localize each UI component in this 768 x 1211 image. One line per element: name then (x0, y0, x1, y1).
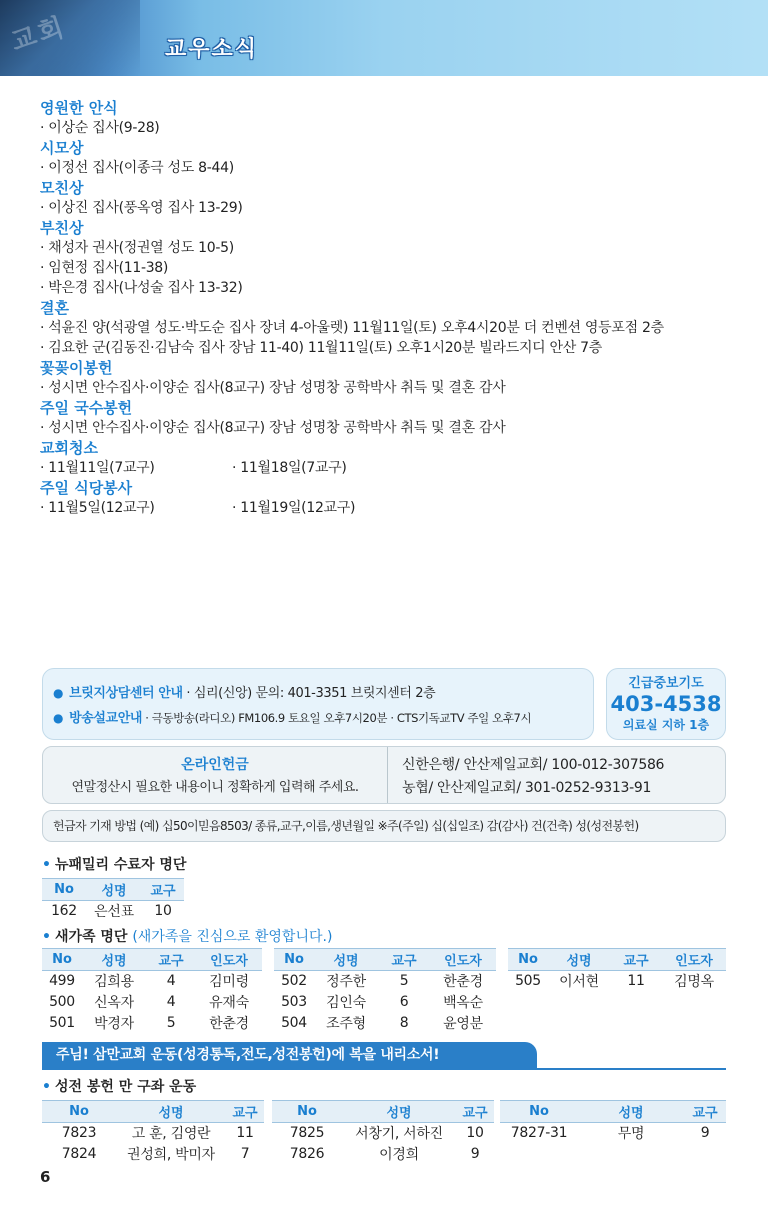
table-cell: 은선표 (94, 904, 134, 921)
table-cell: 백옥순 (443, 995, 483, 1011)
table-cell: 박경자 (94, 1016, 134, 1032)
list-item: · 성시면 안수집사·이양순 집사(8교구) 장남 성명창 공학박사 취득 및 결혼 감사 (40, 380, 506, 396)
table-row (274, 971, 496, 992)
info-bridge-center (53, 681, 583, 706)
table-cell: 윤영분 (443, 1016, 483, 1032)
column-header: 성명 (314, 949, 378, 971)
table-cell: 유재숙 (209, 995, 249, 1011)
info-broadcast (53, 706, 583, 731)
table-cell: 162 (51, 903, 77, 920)
offering-drive-title: • 성전 봉헌 만 구좌 운동 (42, 1079, 197, 1095)
column-header: 성명 (578, 1101, 684, 1123)
table-row (42, 1123, 264, 1144)
newfamily-grad-table (42, 878, 184, 922)
info-label: 브릿지상담센터 안내 (69, 686, 183, 701)
bullet-icon: ● (53, 711, 64, 725)
table-cell: 고 훈, 김영란 (131, 1126, 211, 1143)
prayer-phone: 403-4538 (610, 692, 722, 716)
prayer-box (606, 668, 726, 740)
news-section-item (40, 398, 740, 438)
table-cell: 7825 (289, 1125, 325, 1142)
list-item: · 11월18일(7교구) (232, 460, 347, 476)
newfamily-title: • 새가족 명단 (새가족을 진심으로 환영합니다.) (42, 929, 333, 945)
column-header: No (42, 879, 86, 901)
column-header: 성명 (116, 1101, 226, 1123)
info-box (42, 668, 594, 740)
column-header: No (272, 1101, 342, 1123)
news-section-item (40, 358, 740, 398)
table-cell: 504 (281, 1015, 307, 1031)
table-row (272, 1144, 494, 1165)
news-section-item (40, 178, 740, 218)
table-cell: 4 (166, 994, 176, 1010)
table-cell: 이서현 (559, 974, 599, 991)
table-cell: 김미령 (209, 974, 249, 991)
table-cell: 정주한 (326, 974, 366, 991)
bank-account: 신한은행/ 안산제일교회/ 100-012-307586 (402, 757, 665, 773)
news-section (40, 98, 740, 518)
header-decoration: 교회 (0, 0, 140, 76)
table-cell: 신옥자 (94, 995, 134, 1011)
column-header: 교구 (142, 879, 184, 901)
section-title: 주일 식당봉사 (40, 479, 133, 497)
table-cell: 무명 (617, 1126, 645, 1143)
list-item: · 성시면 안수집사·이양순 집사(8교구) 장남 성명창 공학박사 취득 및 결혼 감사 (40, 420, 506, 436)
table-cell: 499 (49, 973, 75, 990)
column-header: 교구 (378, 949, 430, 971)
table-row (274, 992, 496, 1013)
column-header: 인도자 (430, 949, 496, 971)
info-text: · 심리(신앙) 문의: 401-3351 브릿지센터 2층 (182, 686, 436, 701)
newfamily-table-2 (274, 948, 496, 1034)
column-header: No (42, 949, 82, 971)
table-row (500, 1123, 726, 1144)
offering-note: 연말정산시 필요한 내용이니 정확하게 입력해 주세요. (71, 780, 359, 795)
table-cell: 조주형 (326, 1016, 366, 1032)
list-item: · 임현정 집사(11-38) (40, 260, 169, 276)
list-item: · 이상순 집사(9-28) (40, 120, 160, 136)
header-banner (0, 0, 768, 76)
table-cell: 6 (399, 994, 409, 1010)
list-item: · 이상진 집사(풍옥영 집사 13-29) (40, 200, 243, 216)
cleaning-section (40, 438, 740, 478)
prayer-place: 의료실 지하 1층 (622, 718, 710, 732)
online-offering-box (42, 746, 726, 804)
table-row (272, 1123, 494, 1144)
column-header: 교구 (146, 949, 196, 971)
table-cell: 502 (281, 973, 307, 990)
table-cell: 7827-31 (510, 1125, 568, 1142)
table-cell: 9 (700, 1125, 710, 1142)
section-title: 시모상 (40, 139, 84, 157)
section-title: 꽃꽂이봉헌 (40, 359, 113, 377)
table-cell: 이경희 (379, 1147, 419, 1163)
column-header: No (500, 1101, 578, 1123)
newfamily-table-3 (508, 948, 726, 992)
table-cell: 서창기, 서하진 (355, 1126, 443, 1143)
list-item: · 이정선 집사(이종극 성도 8-44) (40, 160, 234, 176)
list-item: · 석윤진 양(석광열 성도·박도순 집사 장녀 4-아울렛) 11월11일(토) 오후4시20분 더 컨벤션 영등포점 2층 (40, 320, 664, 336)
section-title: 결혼 (40, 299, 69, 317)
mission-divider (42, 1068, 726, 1070)
offering-method: 헌금자 기재 방법 (예) 십50이믿음8503/ 종류,교구,이름,생년월일 ※주(주일) 십(십일조) 감(감사) 건(건축) 성(성전봉헌) (42, 810, 726, 842)
offering-left (43, 747, 388, 803)
table-cell: 한춘경 (443, 974, 483, 991)
list-item: · 11월11일(7교구) (40, 460, 155, 476)
column-header: 교구 (610, 949, 662, 971)
prayer-title: 긴급중보기도 (628, 676, 704, 691)
list-item: · 11월5일(12교구) (40, 500, 155, 516)
column-header: 성명 (342, 1101, 456, 1123)
table-cell: 8 (399, 1015, 409, 1031)
table-cell: 501 (49, 1015, 75, 1031)
section-title: 교회청소 (40, 439, 98, 457)
column-header: 교구 (226, 1101, 264, 1123)
column-header: 인도자 (662, 949, 726, 971)
newfamily-table-1 (42, 948, 262, 1034)
meal-section (40, 478, 740, 518)
news-section-item (40, 138, 740, 178)
table-cell: 김인숙 (326, 995, 366, 1011)
newfamily-grad-title: • 뉴패밀리 수료자 명단 (42, 857, 187, 873)
table-cell: 503 (281, 994, 307, 1010)
offering-drive-table-1 (42, 1100, 264, 1165)
bank-account: 농협/ 안산제일교회/ 301-0252-9313-91 (402, 780, 652, 796)
news-section-item (40, 218, 740, 298)
table-cell: 11 (236, 1125, 254, 1142)
table-cell: 권성희, 박미자 (127, 1147, 215, 1163)
list-item: · 11월19일(12교구) (232, 500, 356, 516)
column-header: 교구 (456, 1101, 494, 1123)
table-cell: 4 (166, 973, 176, 990)
offering-drive-table-2 (272, 1100, 494, 1165)
column-header: 성명 (86, 879, 142, 901)
bullet-icon: ● (53, 686, 64, 700)
page-number: 6 (40, 1168, 51, 1186)
column-header: No (508, 949, 548, 971)
table-cell: 505 (515, 973, 541, 990)
table-cell: 한춘경 (209, 1016, 249, 1032)
table-cell: 5 (399, 973, 409, 990)
table-cell: 7826 (289, 1146, 325, 1162)
info-text: · 극동방송(라디오) FM106.9 토요일 오후7시20분 · CTS기독교TV 주일 오후7시 (142, 711, 532, 725)
table-cell: 7 (240, 1146, 250, 1162)
list-item: · 채성자 권사(정권열 성도 10-5) (40, 240, 234, 256)
table-cell: 김희용 (94, 974, 134, 991)
column-header: 교구 (684, 1101, 726, 1123)
page-title: 교우소식 (165, 37, 259, 62)
table-cell: 10 (154, 903, 172, 920)
section-title: 부친상 (40, 219, 84, 237)
offering-title: 온라인헌금 (181, 757, 249, 773)
column-header: 인도자 (196, 949, 262, 971)
table-row (42, 992, 262, 1013)
table-cell: 김명옥 (674, 974, 714, 991)
info-label: 방송설교안내 (69, 711, 143, 726)
offering-accounts (388, 747, 664, 803)
column-header: No (274, 949, 314, 971)
news-list (40, 98, 740, 438)
section-title: 모친상 (40, 179, 84, 197)
table-row (42, 971, 262, 992)
news-section-item (40, 98, 740, 138)
offering-drive-table-3 (500, 1100, 726, 1144)
table-cell: 9 (470, 1146, 480, 1162)
table-row (508, 971, 726, 992)
table-row (42, 1013, 262, 1034)
table-cell: 5 (166, 1015, 176, 1031)
table-row (42, 1144, 264, 1165)
table-cell: 11 (627, 973, 645, 990)
table-cell: 7823 (61, 1125, 97, 1142)
list-item: · 김요한 군(김동진·김남숙 집사 장남 11-40) 11월11일(토) 오후1시20분 빌라드지디 안산 7층 (40, 340, 602, 356)
table-row (274, 1013, 496, 1034)
column-header: 성명 (82, 949, 146, 971)
column-header: No (42, 1101, 116, 1123)
table-cell: 500 (49, 994, 75, 1010)
table-row (42, 901, 184, 922)
mission-banner: 주님! 삼만교회 운동(성경통독,전도,성전봉헌)에 복을 내리소서! (42, 1042, 537, 1068)
column-header: 성명 (548, 949, 610, 971)
table-cell: 7824 (61, 1146, 97, 1162)
list-item: · 박은경 집사(나성술 집사 13-32) (40, 280, 243, 296)
section-title: 주일 국수봉헌 (40, 399, 133, 417)
table-cell: 10 (466, 1125, 484, 1142)
news-section-item (40, 298, 740, 358)
section-title: 영원한 안식 (40, 99, 118, 117)
